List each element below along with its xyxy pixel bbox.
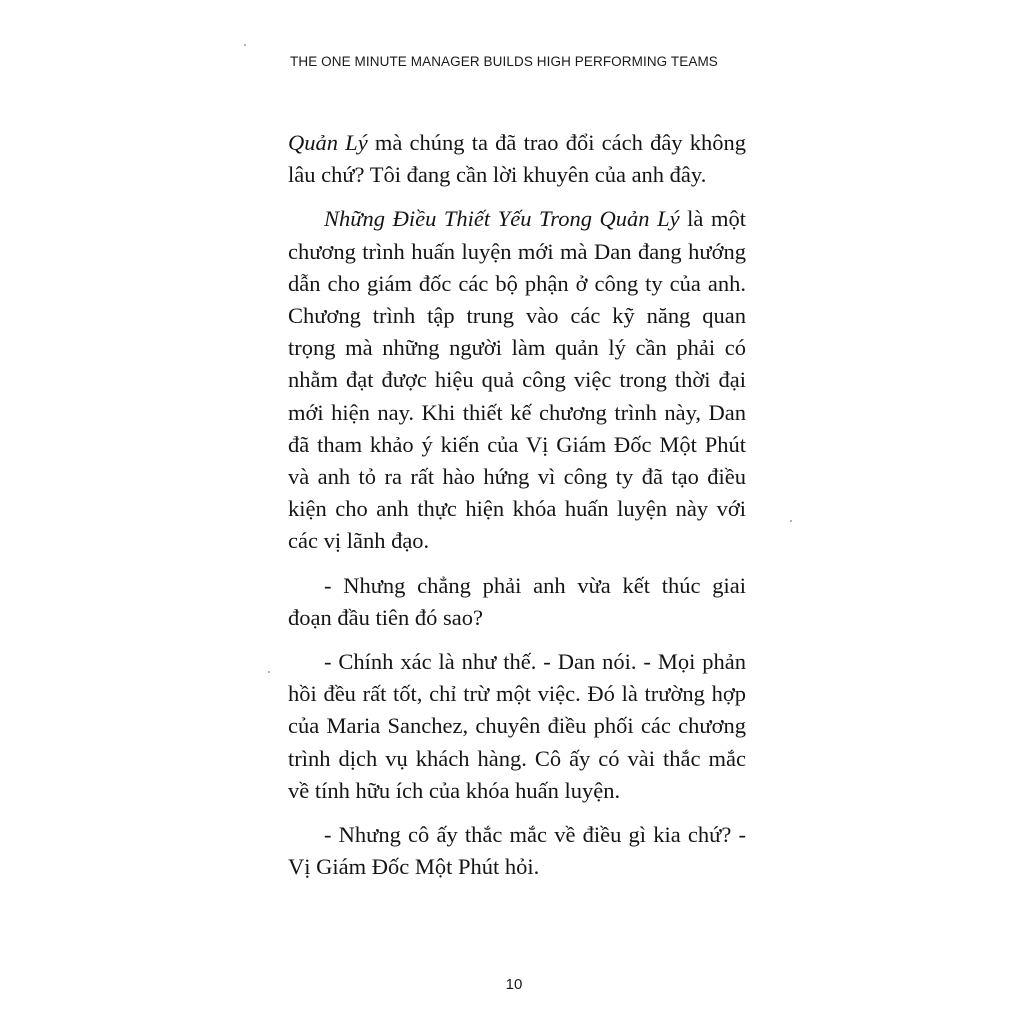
paragraph-1	[288, 127, 746, 191]
scan-speck	[244, 44, 246, 46]
scan-speck	[268, 671, 270, 673]
body-text	[288, 127, 746, 895]
paragraph-4: - Chính xác là như thế. - Dan nói. - Mọi phản hồi đều rất tốt, chỉ trừ một việc. Đó là trường hợp của Maria Sanchez, chuyên điều phối các chương trình dịch vụ khách hàng. Cô ấy có vài thắc mắc về tính hữu ích của khóa huấn luyện.	[288, 649, 746, 803]
paragraph-1-text: mà chúng ta đã trao đổi cách đây không lâu chứ? Tôi đang cần lời khuyên của anh đây.	[288, 130, 746, 188]
italic-program-title: Những Điều Thiết Yếu Trong Quản Lý	[324, 206, 680, 232]
scan-speck	[790, 520, 792, 522]
italic-title-fragment: Quản Lý	[288, 130, 368, 155]
paragraph-5: - Nhưng cô ấy thắc mắc về điều gì kia chứ? - Vị Giám Đốc Một Phút hỏi.	[288, 822, 746, 880]
paragraph-2	[288, 203, 746, 557]
running-head: THE ONE MINUTE MANAGER BUILDS HIGH PERFORMING TEAMS	[290, 54, 718, 69]
paragraph-2-text: là một chương trình huấn luyện mới mà Dan đang hướng dẫn cho giám đốc các bộ phận ở công ty của anh. Chương trình tập trung vào các kỹ năng quan trọng mà những người làm quản lý cần phải có nhằm đạt được hiệu quả công việc trong thời đại mới hiện nay. Khi thiết kế chương trình này, Dan đã tham khảo ý kiến của Vị Giám Đốc Một Phút và anh tỏ ra rất hào hứng vì công ty đã tạo điều kiện cho anh thực hiện khóa huấn luyện này với các vị lãnh đạo.	[288, 206, 746, 554]
paragraph-3: - Nhưng chẳng phải anh vừa kết thúc giai đoạn đầu tiên đó sao?	[288, 572, 746, 630]
page-number: 10	[505, 976, 523, 993]
